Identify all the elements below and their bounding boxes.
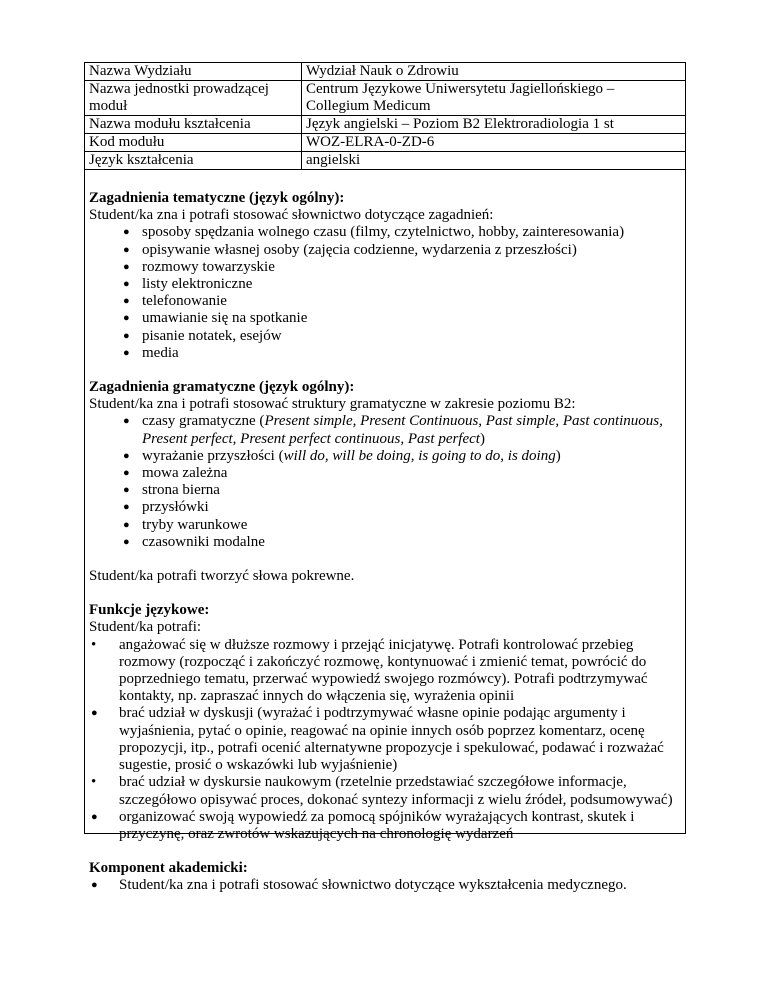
future-italic: will do, will be doing, is going to do, is doing — [283, 447, 556, 464]
table-row — [85, 116, 686, 134]
tenses-italic: Present simple, Present Continuous, Past simple, Past continuous, Present perfect, Present perfect continuous, Past perfect — [142, 413, 663, 447]
functions-heading: Funkcje językowe: — [89, 602, 210, 619]
module-name-label: Nazwa modułu kształcenia — [85, 116, 302, 134]
list-item — [89, 413, 681, 447]
table-row — [85, 152, 686, 170]
faculty-name-label: Nazwa Wydziału — [85, 63, 302, 81]
grammar-intro: Student/ka zna i potrafi stosować struktury gramatyczne w zakresie poziomu B2: — [89, 396, 576, 413]
list-item: ● umawianie się na spotkanie — [89, 310, 681, 327]
list-item: ● media — [89, 345, 681, 362]
list-item — [89, 448, 681, 465]
list-item: ● listy elektroniczne — [89, 276, 681, 293]
content-box — [84, 170, 686, 894]
tenses-close: ) — [479, 430, 485, 447]
language-value: angielski — [302, 152, 686, 170]
module-name-value: Język angielski – Poziom B2 Elektroradiologia 1 st — [302, 116, 686, 134]
academic-list — [89, 877, 681, 894]
list-item: ● sposoby spędzania wolnego czasu (filmy, czytelnictwo, hobby, zainteresowania) — [89, 224, 681, 241]
list-item: ● mowa zależna — [89, 465, 681, 482]
language-label: Język kształcenia — [85, 152, 302, 170]
grammar-list — [89, 413, 681, 551]
list-item: ● tryby warunkowe — [89, 517, 681, 534]
list-item: • angażować się w dłuższe rozmowy i przejąć inicjatywę. Potrafi kontrolować przebieg rozmowy (rozpocząć i zakończyć rozmowę, kontynuować i zmienić temat, powrócić do poprzedniego tematu, przerwać wypowiedź swojego rozmówcy). Potrafi podtrzymywać kontakty, np. zapraszać innych do włączenia się, wyrażenia opinii — [89, 637, 681, 706]
list-item: ● brać udział w dyskusji (wyrażać i podtrzymywać własne opinie podając argumenty i wyjaśnienia, pytać o opinie, reagować na opinie innych osób poprzez komentarz, ocenę propozycji, itp., potrafi ocenić alternatywne propozycje i spekulować, podawać i rozważać sugestie, prosić o wskazówki lub wyjaśnienie) — [89, 705, 681, 774]
list-item: ● przysłówki — [89, 499, 681, 516]
module-code-label: Kod modułu — [85, 134, 302, 152]
table-row — [85, 81, 686, 116]
functions-list — [89, 637, 681, 843]
thematic-heading: Zagadnienia tematyczne (język ogólny): — [89, 190, 345, 206]
unit-name-value: Centrum Językowe Uniwersytetu Jagiellońskiego – Collegium Medicum — [302, 81, 686, 116]
table-row — [85, 63, 686, 81]
list-item: ● organizować swoją wypowiedź za pomocą spójników wyrażających kontrast, skutek i przyczynę, oraz zwrotów wskazujących na chronologię wydarzeń — [89, 809, 681, 843]
list-item: ● pisanie notatek, esejów — [89, 328, 681, 345]
list-item: ● telefonowanie — [89, 293, 681, 310]
future-close: ) — [555, 447, 561, 464]
module-info-table — [84, 62, 686, 170]
list-item: ● Student/ka zna i potrafi stosować słownictwo dotyczące wykształcenia medycznego. — [89, 877, 681, 894]
grammar-heading: Zagadnienia gramatyczne (język ogólny): — [89, 379, 355, 396]
thematic-list — [89, 224, 681, 362]
list-item: ● strona bierna — [89, 482, 681, 499]
unit-name-label: Nazwa jednostki prowadzącej moduł — [85, 81, 302, 116]
table-row — [85, 134, 686, 152]
syllabus-page — [84, 62, 686, 894]
grammar-note: Student/ka potrafi tworzyć słowa pokrewne. — [89, 568, 355, 585]
thematic-intro: Student/ka zna i potrafi stosować słownictwo dotyczące zagadnień: — [89, 207, 494, 224]
functions-intro: Student/ka potrafi: — [89, 619, 202, 636]
list-item: • brać udział w dyskursie naukowym (rzetelnie przedstawiać szczegółowe informacje, szczegółowo opisywać proces, dokonać syntezy informacji z wielu źródeł, podsumowywać) — [89, 774, 681, 808]
future-label: wyrażanie przyszłości ( — [142, 447, 284, 464]
module-code-value: WOZ-ELRA-0-ZD-6 — [302, 134, 686, 152]
list-item: ● czasowniki modalne — [89, 534, 681, 551]
faculty-name-value: Wydział Nauk o Zdrowiu — [302, 63, 686, 81]
list-item: ● opisywanie własnej osoby (zajęcia codzienne, wydarzenia z przeszłości) — [89, 242, 681, 259]
tenses-label: czasy gramatyczne ( — [142, 413, 265, 430]
academic-heading: Komponent akademicki: — [89, 860, 248, 877]
list-item: ● rozmowy towarzyskie — [89, 259, 681, 276]
